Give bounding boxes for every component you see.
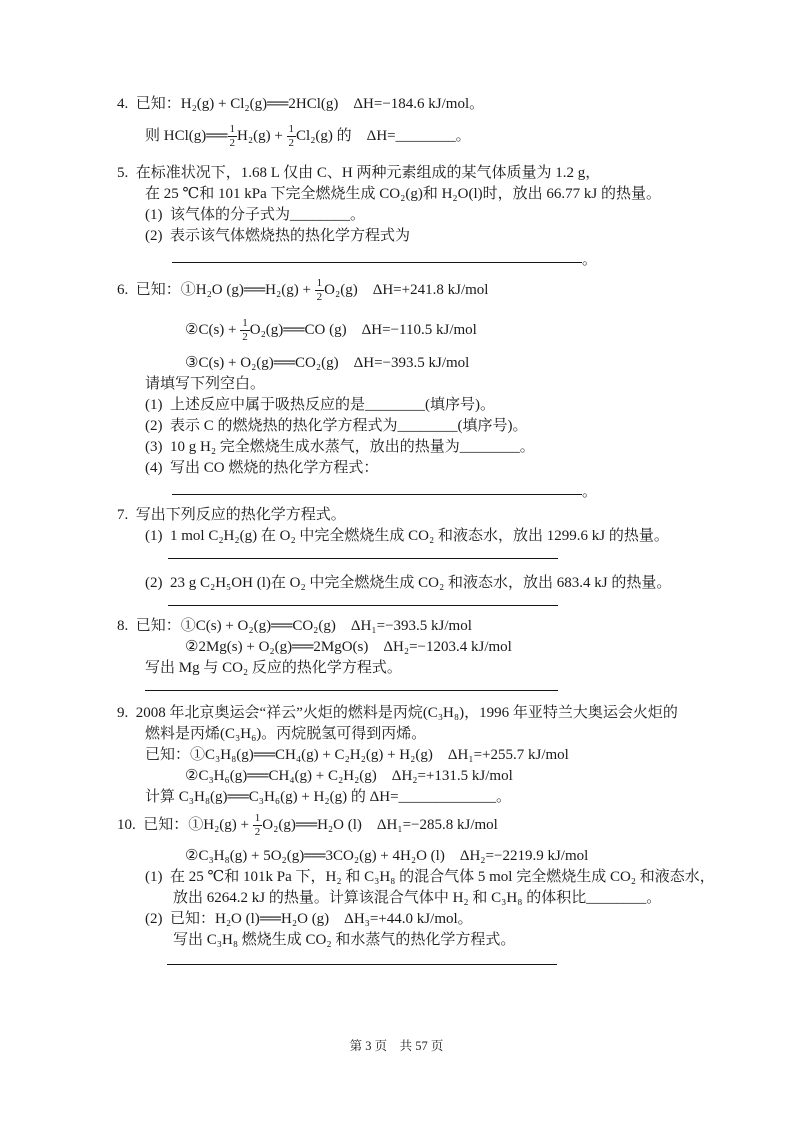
q10-item1a [117, 867, 753, 888]
q9-line2 [117, 724, 753, 745]
q5-item2 [117, 226, 753, 247]
text-run: H₂(g) + [237, 128, 287, 144]
text-run: (1) 上述反应中属于吸热反应的是________(填序号)。 [145, 397, 495, 413]
q8-line3 [117, 658, 753, 679]
fraction-numerator: 1 [316, 276, 323, 289]
text-run: 已知：①C₃H₈(g)══CH₄(g) + C₂H₂(g) + H₂(g) ΔH₁=+255.7 kJ/mol [145, 747, 569, 763]
q6-prompt [117, 374, 753, 395]
text-run: 写出 Mg 与 CO₂ 反应的热化学方程式。 [145, 660, 402, 676]
q7-answer-blank-2 [117, 594, 753, 610]
q10-item1b [117, 888, 753, 909]
fraction [287, 124, 297, 149]
text-run: (2) 已知：H₂O (l)══H₂O (g) ΔH₃=+44.0 kJ/mol。 [145, 911, 473, 927]
text-run: 放出 6264.2 kJ 的热量。计算该混合气体中 H₂ 和 C₃H₈ 的体积比________。 [173, 890, 662, 906]
q6-item3 [117, 437, 753, 458]
text-run: 请填写下列空白。 [145, 376, 266, 392]
q4-line1 [117, 94, 753, 115]
fraction-denominator: 2 [316, 290, 323, 303]
q10-line1 [117, 808, 753, 842]
text-run: (1) 1 mol C₂H₂(g) 在 O₂ 中完全燃烧生成 CO₂ 和液态水，放出 1299.6 kJ 的热量。 [145, 528, 669, 544]
fraction [228, 124, 238, 149]
q5-answer-blank [117, 247, 753, 269]
q7-item2 [117, 573, 753, 594]
text-run: O₂(g)══CO (g) ΔH=−110.5 kJ/mol [249, 322, 477, 338]
fraction-denominator: 2 [242, 330, 248, 343]
text-run: ②C₃H₈(g) + 5O₂(g)══3CO₂(g) + 4H₂O (l) ΔH₂=−2219.9 kJ/mol [185, 848, 589, 864]
fraction-numerator: 1 [254, 811, 261, 824]
text-run: O₂(g) ΔH=+241.8 kJ/mol [324, 282, 489, 298]
blank-suffix-period: 。 [582, 252, 598, 268]
q10-eq2 [117, 846, 753, 867]
text-run: 在 25 ℃和 101 kPa 下完全燃烧生成 CO₂(g)和 H₂O(l)时，放出 66.77 kJ 的热量。 [145, 186, 661, 202]
q8-line1 [117, 616, 753, 637]
text-run: (2) 表示该气体燃烧热的热化学方程式为 [145, 228, 410, 244]
q10-answer-blank [117, 953, 753, 969]
fraction [240, 318, 250, 343]
q4-line2 [117, 119, 753, 153]
text-run: 则 HCl(g)══ [145, 128, 228, 144]
text-run: (2) 表示 C 的燃烧热的热化学方程式为________(填序号)。 [145, 418, 528, 434]
fraction [253, 813, 263, 838]
q5-line2 [117, 184, 753, 205]
text-run: 7. 写出下列反应的热化学方程式。 [117, 507, 346, 523]
q9-known2 [117, 766, 753, 787]
text-run: O₂(g)══H₂O (l) ΔH₁=−285.8 kJ/mol [262, 817, 498, 833]
q9-line1 [117, 703, 753, 724]
fraction-denominator: 2 [229, 136, 236, 149]
fraction [315, 278, 325, 303]
answer-blank-rule [145, 679, 558, 691]
answer-blank-rule [167, 953, 557, 965]
text-run: ③C(s) + O₂(g)══CO₂(g) ΔH=−393.5 kJ/mol [185, 355, 470, 371]
q5-line1 [117, 163, 753, 184]
q8-eq2 [117, 637, 753, 658]
text-run: ②C(s) + [185, 322, 241, 338]
q10-item2a [117, 909, 753, 930]
text-run: 6. 已知：①H₂O (g)══H₂(g) + [117, 282, 315, 298]
text-run: ②2Mg(s) + O₂(g)══2MgO(s) ΔH₂=−1203.4 kJ/mol [185, 639, 512, 655]
text-run: Cl₂(g) 的 ΔH=________。 [296, 128, 471, 144]
blank-suffix-period: 。 [582, 484, 598, 500]
q8-answer-blank [117, 679, 753, 695]
fraction-denominator: 2 [254, 825, 261, 838]
q6-eq2 [117, 313, 753, 347]
text-run: (2) 23 g C₂H₅OH (l)在 O₂ 中完全燃烧生成 CO₂ 和液态水，放出 683.4 kJ 的热量。 [145, 575, 672, 591]
q6-item2 [117, 416, 753, 437]
q6-eq3 [117, 353, 753, 374]
text-run: 4. 已知：H₂(g) + Cl₂(g)══2HCl(g) ΔH=−184.6 kJ/mol。 [117, 96, 485, 112]
fraction-numerator: 1 [288, 122, 295, 135]
q6-line1 [117, 273, 753, 307]
q7-line1 [117, 505, 753, 526]
answer-blank-rule [168, 547, 558, 559]
fraction-numerator: 1 [242, 316, 248, 329]
text-run: 5. 在标准状况下，1.68 L 仅由 C、H 两种元素组成的某气体质量为 1.2 g， [117, 165, 601, 181]
text-run: (4) 写出 CO 燃烧的热化学方程式： [145, 460, 379, 476]
q10-item2b [117, 930, 753, 951]
q5-item1 [117, 205, 753, 226]
answer-blank-rule [172, 247, 582, 263]
q9-known1 [117, 745, 753, 766]
q6-item1 [117, 395, 753, 416]
text-run: (1) 该气体的分子式为________。 [145, 207, 365, 223]
text-run: 燃料是丙烯(C₃H₆)。丙烷脱氢可得到丙烯。 [145, 726, 427, 742]
q7-item1 [117, 526, 753, 547]
q6-item4 [117, 458, 753, 479]
text-run: ②C₃H₆(g)══CH₄(g) + C₂H₂(g) ΔH₂=+131.5 kJ/mol [185, 768, 513, 784]
page-footer: 第 3 页 共 57 页 [349, 1039, 444, 1053]
answer-blank-rule [168, 594, 558, 606]
document-content [117, 94, 753, 969]
fraction-denominator: 2 [288, 136, 295, 149]
text-run: 写出 C₃H₈ 燃烧生成 CO₂ 和水蒸气的热化学方程式。 [173, 932, 516, 948]
text-run: 8. 已知：①C(s) + O₂(g)══CO₂(g) ΔH₁=−393.5 kJ/mol [117, 618, 472, 634]
text-run: 10. 已知：①H₂(g) + [117, 817, 253, 833]
q9-compute [117, 787, 753, 808]
text-run: 计算 C₃H₈(g)══C₃H₆(g) + H₂(g) 的 ΔH=_____________。 [145, 789, 512, 805]
text-run: (3) 10 g H₂ 完全燃烧生成水蒸气，放出的热量为________。 [145, 439, 535, 455]
fraction-numerator: 1 [229, 122, 236, 135]
q7-answer-blank-1 [117, 547, 753, 563]
text-run: 9. 2008 年北京奥运会“祥云”火炬的燃料是丙烷(C₃H₈)，1996 年亚特兰大奥运会火炬的 [117, 705, 678, 721]
text-run: (1) 在 25 ℃和 101k Pa 下，H₂ 和 C₃H₈ 的混合气体 5 mol 完全燃烧生成 CO₂ 和液态水， [145, 869, 715, 885]
answer-blank-rule [172, 479, 582, 495]
q6-answer-blank [117, 479, 753, 501]
